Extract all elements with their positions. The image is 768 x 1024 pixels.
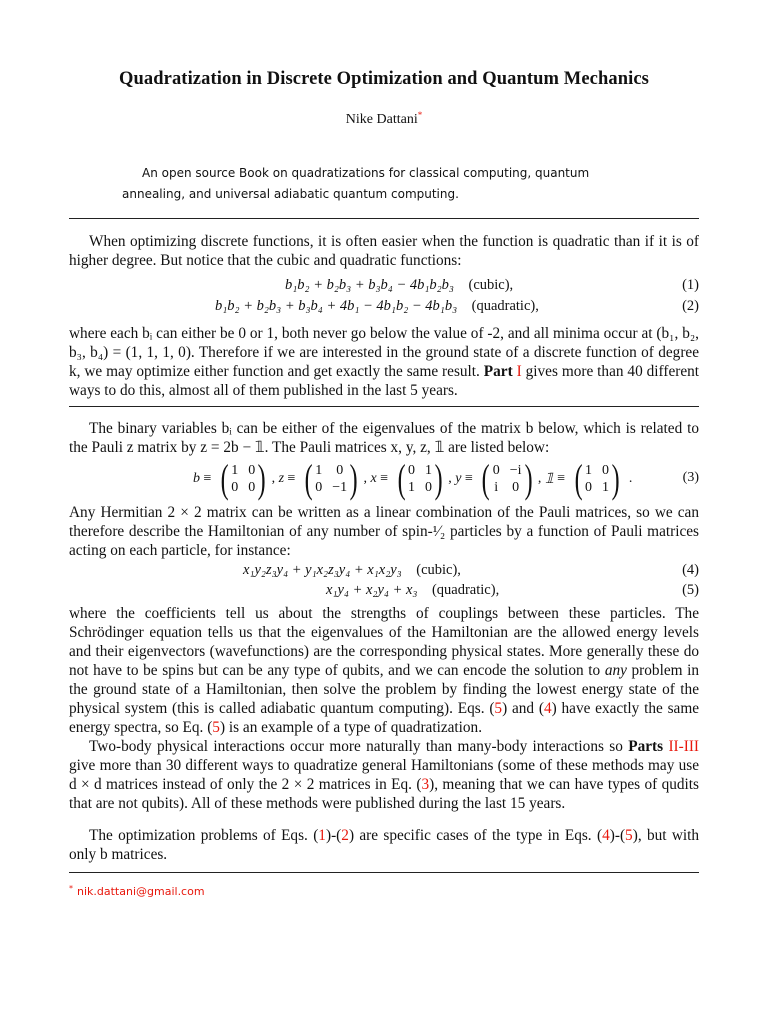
footnote-mark: * — [69, 884, 73, 893]
opt-dash-1: - — [331, 827, 337, 844]
eq4-link-2[interactable]: 4 — [602, 827, 610, 844]
pauli-matrices-row — [193, 458, 632, 500]
equiv-sign: ≡ — [200, 471, 215, 486]
section1-body — [69, 324, 699, 400]
opt-text-c: , but with only b matrices. — [69, 827, 700, 863]
matrix-cell: 0 — [585, 480, 592, 495]
matrix-cell: 0 — [602, 463, 609, 478]
matrix-separator: , — [363, 471, 371, 486]
equation-1 — [69, 277, 699, 299]
eq1-link[interactable]: 1 — [318, 827, 326, 844]
equiv-sign: ≡ — [284, 471, 299, 486]
part-label: Part — [483, 363, 513, 380]
matrix-cell: 0 — [248, 480, 256, 495]
equation-2 — [69, 298, 699, 320]
section2-intro: The binary variables bᵢ can be either of the eigenvalues of the matrix b below, which is related to the Pauli z matrix by z = 2b − 𝟙. The Pauli matrices x, y, z, 𝟙 are listed below: — [69, 420, 699, 456]
matrix-name-2: x — [370, 471, 377, 486]
eq1-tag: (cubic), — [468, 277, 514, 293]
eq4-expression: x₁y₂z₃y₄ + y₁x₂z₃y₄ + x₁x₂y₃ — [243, 562, 402, 578]
eq3-number: (3) — [682, 470, 699, 485]
eq5-link-2[interactable]: 5 — [212, 719, 220, 736]
matrix-separator: , — [448, 471, 456, 486]
matrix-cell: 1 — [231, 463, 239, 478]
matrix-cell: 0 — [407, 463, 415, 478]
author-line — [0, 110, 768, 128]
matrix-cell: 1 — [424, 463, 432, 478]
coeff-and: and — [511, 700, 535, 717]
eq2-link[interactable]: 2 — [341, 827, 349, 844]
abstract: An open source Book on quadratizations for classical computing, quantum annealing, and universal adiabatic quantum computing. — [122, 166, 590, 201]
matrix-cell: 0 — [492, 463, 500, 478]
twobody-text-a: Two-body physical interactions occur more naturally than many-body interactions so — [89, 738, 623, 755]
twobody-text-c: ), meaning that we can have types of qudits that are not qubits). All of these methods were published during the last 15 years. — [69, 776, 700, 812]
equation-5 — [69, 582, 699, 604]
two-body-paragraph: Two-body physical interactions occur more naturally than many-body interactions so Parts II-III give more than 30 different ways to quadratize general Hamiltonians (some of these methods may use d × d matrices instead of only the 2 × 2 matrices in Eq. (3), meaning that we can have types of qudits that are not qubits). All of these methods were published during the last 15 years. — [69, 738, 700, 812]
matrix-1: ( 1 0 0 −1 ) — [304, 456, 358, 501]
part-i-link[interactable]: I — [516, 363, 522, 380]
divider-2 — [69, 406, 699, 407]
eq1-expression: b₁b₂ + b₂b₃ + b₃b₄ − 4b₁b₂b₃ — [285, 277, 454, 293]
footnote-divider — [69, 872, 699, 873]
matrix-cell: 0 — [231, 480, 239, 495]
eq5-tag: (quadratic), — [431, 582, 500, 598]
opt-dash-2: - — [614, 827, 620, 844]
coeff-text-d: is an example of a type of quadratization. — [228, 719, 483, 736]
matrix-cell: i — [494, 480, 499, 495]
matrix-cell: 1 — [407, 480, 415, 495]
matrix-separator: , — [537, 471, 545, 486]
equiv-sign: ≡ — [461, 471, 477, 486]
matrix-name-3: y — [455, 471, 462, 486]
matrix-name-0: b — [193, 471, 200, 486]
author-name: Nike Dattani — [345, 112, 418, 127]
matrix-name-1: z — [278, 471, 285, 486]
matrix-cell: 1 — [585, 463, 592, 478]
eq4-link[interactable]: 4 — [543, 700, 552, 717]
matrix-cell: 1 — [602, 480, 609, 495]
matrix-separator: , — [271, 471, 279, 486]
matrix-3: ( 0 −i i 0 ) — [482, 456, 533, 501]
section1-text-a: where each bᵢ can either be 0 or 1, both never go below the value of -2, and all minima occur at (b₁, b₂, b₃, b₄) = (1, 1, 1, 0). Therefore if we are interested in the ground state of a discrete function of degree k, we may optimize either function and get exactly the same result. — [69, 325, 699, 380]
eq5-expression: x₁y₄ + x₂y₄ + x₃ — [326, 582, 418, 598]
eq2-number: (2) — [682, 298, 699, 314]
hermitian-paragraph: Any Hermitian 2 × 2 matrix can be written as a linear combination of the Pauli matrices, so we can therefore describe the Hamiltonian of any number of spin-¹⁄₂ particles by a function of Pauli matrices acting on each particle, for instance: — [69, 504, 699, 559]
equiv-sign: ≡ — [553, 471, 569, 486]
coeff-text-b: problem in the ground state of a Hamiltonian, then solve the problem by finding the lowest energy state of the physical system (this is called adiabatic quantum computing). Eqs. — [69, 662, 700, 717]
author-email-link[interactable]: nik.dattani@gmail.com — [77, 885, 205, 898]
parts-label: Parts — [628, 738, 664, 755]
coeff-any-emphasis: any — [604, 662, 627, 679]
footnote — [69, 884, 205, 898]
coefficients-paragraph: where the coefficients tell us about the strengths of couplings between these particles. The Schrödinger equation tells us that the eigenvalues of the Hamiltonian are the allowed energy levels and their eigenvectors (wavefunctions) are the corresponding physical states. More generally these do not have to be spins but can be any type of qubits, and we can encode the solution to any problem in the ground state of a Hamiltonian, then solve the problem by finding the lowest energy state of the physical system (this is called adiabatic quantum computing). Eqs. (5) and (4) have exactly the same energy spectra, so Eq. (5) is an example of a type of quadratization. — [69, 605, 700, 736]
divider-1 — [69, 218, 699, 219]
opt-text-b: are specific cases of the type in Eqs. — [359, 827, 592, 844]
matrix-cell: 0 — [336, 463, 344, 478]
matrix-cell: −i — [509, 463, 522, 478]
matrix-0: ( 1 0 0 0 ) — [220, 456, 266, 501]
section1-text-b: gives more than 40 different ways to do this, almost all of them published in the last 5 years. — [69, 363, 700, 399]
matrix-2: ( 0 1 1 0 ) — [397, 456, 443, 501]
coeff-text-c: have exactly the same energy spectra, so Eq. — [69, 700, 700, 736]
eq5-link[interactable]: 5 — [494, 700, 503, 717]
eq2-tag: (quadratic), — [471, 298, 539, 314]
eq4-tag: (cubic), — [416, 562, 461, 578]
matrix-4: ( 1 0 0 1 ) — [574, 456, 620, 501]
eq4-number: (4) — [682, 562, 699, 578]
section1-intro: When optimizing discrete functions, it is often easier when the function is quadratic than if it is of higher degree. But notice that the cubic and quadratic functions: — [69, 233, 699, 269]
matrix-cell: 0 — [512, 480, 520, 495]
opt-text-a: The optimization problems of Eqs. — [89, 827, 308, 844]
coeff-text-a: where the coefficients tell us about the strengths of couplings between these particles. The Schrödinger equation tells us that the eigenvalues of the Hamiltonian are the allowed energy levels and their eigenvectors (wavefunctions) are the corresponding physical states. More generally these do not have to be spins but can be any type of qubits, and we can encode the solution to — [69, 605, 699, 679]
equation-3 — [69, 458, 699, 500]
author-footnote-mark[interactable]: * — [417, 110, 423, 120]
matrix-cell: 0 — [424, 480, 432, 495]
equiv-sign: ≡ — [376, 471, 392, 486]
parts-ii-iii-link[interactable]: II-III — [668, 738, 700, 755]
eq1-number: (1) — [682, 277, 699, 293]
matrix-separator: . — [625, 471, 633, 486]
eq3-link[interactable]: 3 — [421, 776, 430, 793]
matrix-cell: 0 — [248, 463, 256, 478]
optimization-paragraph: The optimization problems of Eqs. (1)-(2) are specific cases of the type in Eqs. (4)-(5), but with only b matrices. — [69, 827, 700, 863]
matrix-cell: 0 — [315, 480, 323, 495]
eq5-link-3[interactable]: 5 — [625, 827, 633, 844]
matrix-cell: −1 — [332, 480, 348, 495]
eq2-expression: b₁b₂ + b₂b₃ + b₃b₄ + 4b₁ − 4b₁b₂ − 4b₁b₃ — [215, 298, 458, 314]
matrix-name-4: 𝟙 — [544, 471, 554, 487]
paper-title: Quadratization in Discrete Optimization and Quantum Mechanics — [119, 69, 649, 89]
matrix-cell: 1 — [315, 463, 323, 478]
twobody-text-b: give more than 30 different ways to quadratize general Hamiltonians (some of these methods may use d × d matrices instead of only the 2 × 2 matrices in Eq. — [69, 757, 699, 793]
eq5-number: (5) — [682, 582, 699, 598]
equation-4 — [69, 562, 699, 584]
